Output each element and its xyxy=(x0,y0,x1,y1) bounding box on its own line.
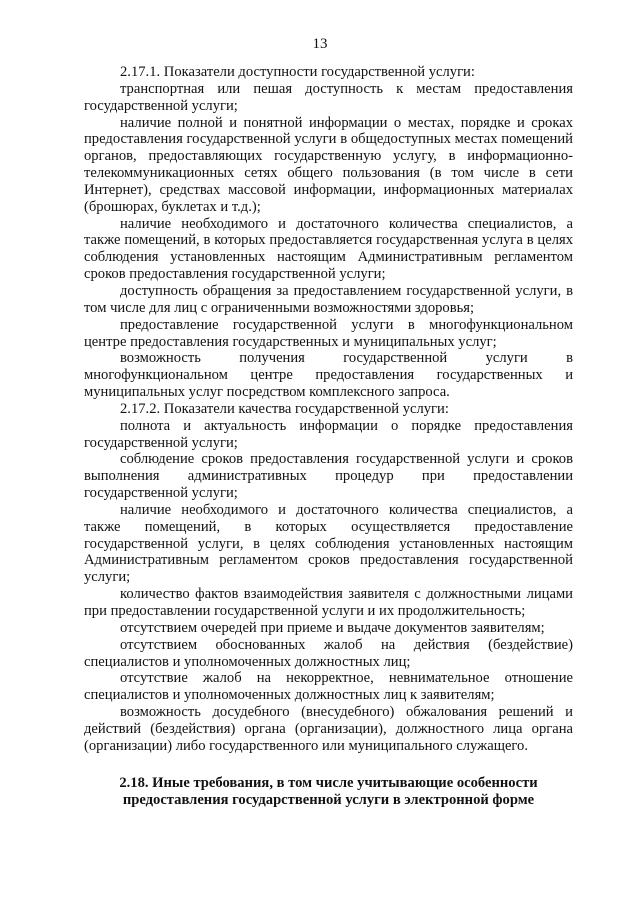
paragraph-pretrial-appeal: возможность досудебного (внесудебного) обжалования решений и действий (бездействия) органа (организации), должностного лица органа (организации) либо государственного или муниципального служащего. xyxy=(84,704,573,754)
paragraph-deadlines: соблюдение сроков предоставления государственной услуги и сроков выполнения административных процедур при предоставлении государственной услуги; xyxy=(84,451,573,502)
paragraph-specialists-premises-quality: наличие необходимого и достаточного количества специалистов, а также помещений, в которых осуществляется предоставление государственной услуги, в целях соблюдения установленных настоящим Административным регламентом сроков предоставления государственной услуги; xyxy=(84,501,573,586)
paragraph-interaction-count: количество фактов взаимодействия заявителя с должностными лицами при предоставлении государственной услуги и их продолжительность; xyxy=(84,586,573,619)
paragraph-access-disabled: доступность обращения за предоставлением государственной услуги, в том числе для лиц с ограниченными возможностями здоровья; xyxy=(84,282,573,316)
paragraph-2-17-2: 2.17.2. Показатели качества государственной услуги: xyxy=(120,400,449,417)
paragraph-information-completeness: полнота и актуальность информации о порядке предоставления государственной услуги; xyxy=(84,417,573,451)
section-heading-line-2: предоставления государственной услуги в электронной форме xyxy=(122,792,535,809)
paragraph-complex-request: возможность получения государственной услуги в многофункциональном центре предоставления государственных и муниципальных услуг посредством комплексного запроса. xyxy=(84,350,573,401)
paragraph-2-17-1: 2.17.1. Показатели доступности государственной услуги: xyxy=(120,64,475,80)
paragraph-no-justified-complaints: отсутствием обоснованных жалоб на действия (бездействие) специалистов и уполномоченных должностных лиц; xyxy=(84,636,573,670)
section-heading-2-18 xyxy=(84,775,573,810)
section-heading-line-1: 2.18. Иные требования, в том числе учитывающие особенности xyxy=(119,774,538,791)
paragraph-information-availability: наличие полной и понятной информации о местах, порядке и сроках предоставления государственной услуги в общедоступных местах помещений органов, предоставляющих государственную услугу, в информационно-телекоммуникационных сетях общего пользования (в том числе в сети Интернет), средствах массовой информации, информационных материалах (брошюрах, буклетах и т.д.); xyxy=(84,114,573,215)
paragraph-specialists-premises: наличие необходимого и достаточного количества специалистов, а также помещений, в которых предоставляется государственная услуга в целях соблюдения установленных настоящим Административным регламентом сроков предоставления государственной услуги; xyxy=(84,215,573,283)
paragraph-no-queues: отсутствием очередей при приеме и выдаче документов заявителям; xyxy=(120,619,545,636)
paragraph-accessibility-transport: транспортная или пешая доступность к местам предоставления государственной услуги; xyxy=(84,80,573,114)
paragraph-mfc-provision: предоставление государственной услуги в многофункциональном центре предоставления государственных и муниципальных услуг; xyxy=(84,316,573,350)
paragraph-no-attitude-complaints: отсутствие жалоб на некорректное, невнимательное отношение специалистов и уполномоченных должностных лиц к заявителям; xyxy=(84,670,573,704)
page-number: 13 xyxy=(312,36,328,52)
document-body xyxy=(84,64,573,810)
